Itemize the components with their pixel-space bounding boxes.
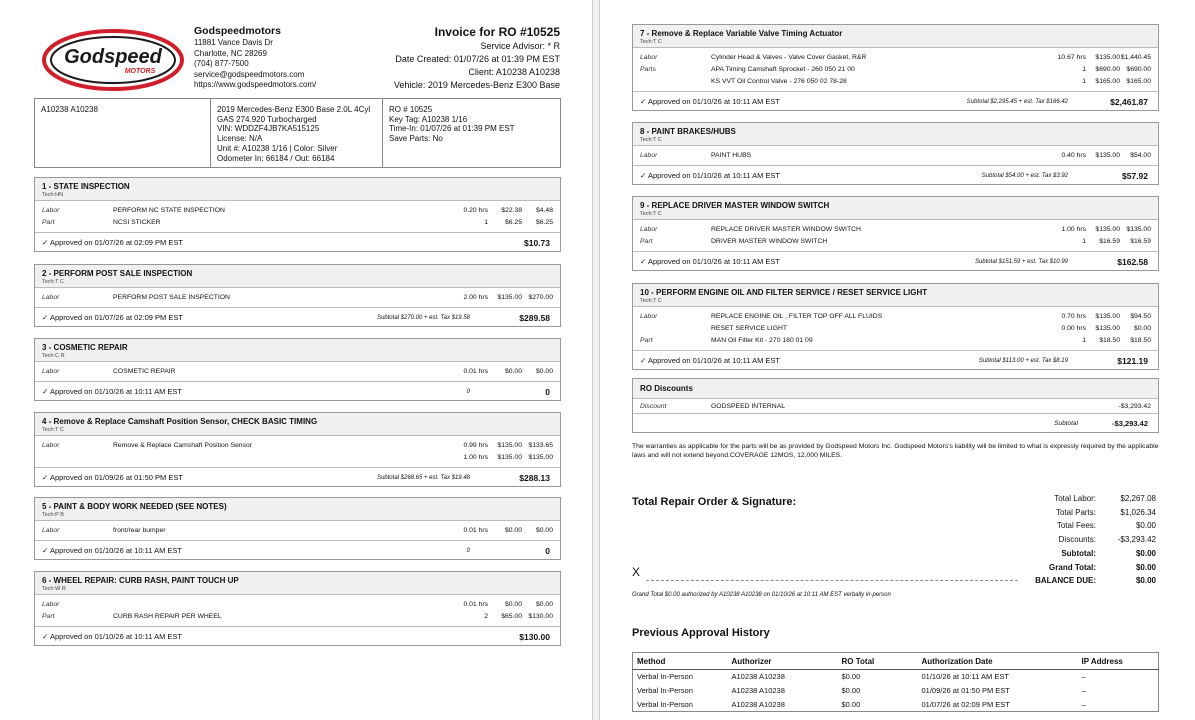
- history-authorizer: A10238 A10238: [731, 686, 785, 695]
- job-header: [35, 265, 560, 288]
- totals-row: [1008, 533, 1156, 547]
- job-approval-row: [35, 467, 560, 487]
- job-total: $10.73: [524, 238, 550, 248]
- job-card: [34, 177, 561, 252]
- job-header: [35, 413, 560, 436]
- line-description: MAN Oil Filter Kit - 270 180 01 09: [711, 337, 813, 344]
- job-line-item: [633, 236, 1158, 247]
- job-card: [34, 497, 561, 560]
- job-total: $121.19: [1117, 356, 1148, 366]
- job-header: [633, 197, 1158, 220]
- line-amount: $1,440.45: [1120, 54, 1151, 61]
- history-title: Previous Approval History: [632, 627, 770, 639]
- line-type: Labor: [42, 442, 60, 449]
- totals-row: [1008, 574, 1156, 588]
- line-amount: $133.65: [528, 442, 553, 449]
- line-quantity: 0.20 hrs: [463, 207, 488, 214]
- approval-status: ✓ Approved on 01/10/26 at 10:11 AM EST: [42, 387, 182, 396]
- job-line-item: [35, 205, 560, 216]
- job-line-item: [633, 76, 1158, 87]
- line-rate: $165.00: [1095, 78, 1120, 85]
- discount-lines: [633, 399, 1158, 414]
- approval-status: ✓ Approved on 01/10/26 at 10:11 AM EST: [640, 257, 780, 266]
- line-quantity: 10.67 hrs: [1057, 54, 1086, 61]
- line-rate: $690.00: [1095, 66, 1120, 73]
- vehicle-line: Odometer In: 66184 / Out: 66184: [217, 153, 335, 163]
- line-quantity: 2: [484, 613, 488, 620]
- history-ro-total: $0.00: [841, 672, 861, 682]
- line-quantity: 0.01 hrs: [463, 601, 488, 608]
- line-rate: $135.00: [1095, 152, 1120, 159]
- job-total: $2,461.87: [1110, 97, 1148, 107]
- job-approval-row: [633, 251, 1158, 271]
- company-logo: [42, 27, 185, 93]
- line-type: Labor: [42, 527, 60, 534]
- warranty-text: The warranties as applicable for the parts will be as provided by Godspeed Motors Inc. Godspeed Motors's liability will be limited to what is expressly required by the applicable laws and will not extend beyond.COVERAGE 12MOS, 12,000 MILES.: [632, 443, 1159, 459]
- discount-subtotal-value: -$3,293.42: [1112, 419, 1148, 428]
- job-card: [34, 412, 561, 487]
- ro-line: Time-In: 01/07/26 at 01:39 PM EST: [389, 124, 515, 134]
- approval-status: ✓ Approved on 01/07/26 at 02:09 PM EST: [42, 313, 183, 322]
- job-line-item: [35, 440, 560, 451]
- job-header: [633, 284, 1158, 307]
- line-quantity: 1.00 hrs: [1061, 226, 1086, 233]
- job-total: $289.58: [519, 313, 550, 323]
- job-line-item: [35, 611, 560, 622]
- company-name: Godspeedmotors: [194, 25, 281, 37]
- vehicle-line: GAS 274.920 Turbocharged: [217, 114, 317, 124]
- history-header-row: [633, 653, 1159, 670]
- line-type: Labor: [640, 54, 658, 61]
- job-tech: Tech:P B: [42, 512, 64, 518]
- ro-line: Save Parts: No: [389, 134, 443, 144]
- line-amount: $6.25: [535, 219, 553, 226]
- line-description: Cylinder Head & Valves - Valve Cover Gasket, R&R: [711, 54, 867, 61]
- line-amount: $0.00: [535, 368, 553, 375]
- grand-total-note: Grand Total $0.00 authorized by A10238 A10238 on 01/10/26 at 10:11 AM EST verbally in-person: [632, 592, 891, 598]
- job-title: 9 - REPLACE DRIVER MASTER WINDOW SWITCH: [640, 201, 830, 210]
- job-subtotal: Subtotal $270.00 + est. Tax $19.58: [376, 315, 470, 321]
- job-line-item: [35, 525, 560, 536]
- line-rate: $6.25: [504, 219, 522, 226]
- approval-status: ✓ Approved on 01/10/26 at 10:11 AM EST: [42, 632, 182, 641]
- line-description: RESET SERVICE LIGHT: [711, 325, 788, 332]
- job-tech: Tech:HN: [42, 192, 64, 198]
- job-card: [632, 196, 1159, 271]
- vehicle-line: VIN: WDDZF4JB7KA515125: [217, 124, 320, 134]
- history-col-auth-date: Authorization Date: [918, 653, 1078, 670]
- line-amount: $165.00: [1126, 78, 1151, 85]
- job-header: [633, 123, 1158, 146]
- line-quantity: 0.01 hrs: [463, 368, 488, 375]
- job-line-item: [35, 366, 560, 377]
- discount-subtotal-label: Subtotal: [1054, 420, 1078, 427]
- totals-value: $0.00: [1135, 521, 1156, 531]
- job-title: 8 - PAINT BRAKES/HUBS: [640, 127, 736, 136]
- job-approval-row: [35, 626, 560, 646]
- line-type: Part: [42, 219, 55, 226]
- line-rate: $135.00: [1095, 325, 1120, 332]
- job-tech: Tech:T C: [640, 137, 662, 143]
- job-line-item: [35, 217, 560, 228]
- vehicle-line: Unit #: A10238 1/16 | Color: Silver: [217, 143, 338, 153]
- job-header: [35, 178, 560, 201]
- line-type: Labor: [42, 294, 60, 301]
- line-type: Labor: [42, 601, 60, 608]
- line-type: Labor: [42, 368, 60, 375]
- job-subtotal: Subtotal $54.00 + est. Tax $3.92: [981, 173, 1068, 179]
- discounts-head: [633, 379, 1158, 399]
- job-approval-row: [35, 307, 560, 327]
- line-amount: $690.00: [1126, 66, 1151, 73]
- company-info: [194, 25, 316, 91]
- job-total: 0: [545, 546, 550, 556]
- line-description: front/rear bumper: [113, 527, 166, 534]
- line-type: Part: [640, 238, 653, 245]
- line-amount: $94.50: [1130, 313, 1151, 320]
- job-title: 3 - COSMETIC REPAIR: [42, 343, 128, 352]
- totals-row: [1008, 547, 1156, 561]
- job-line-item: [633, 52, 1158, 63]
- vehicle: Vehicle: 2019 Mercedes-Benz E300 Base: [393, 80, 560, 90]
- job-lines: [35, 288, 560, 307]
- company-address2: Charlotte, NC 28269: [194, 48, 267, 58]
- line-description: REPLACE ENGINE OIL , FILTER TOP OFF ALL FLUIDS: [711, 313, 883, 320]
- approval-status: ✓ Approved on 01/09/26 at 01:50 PM EST: [42, 473, 183, 482]
- line-description: COSMETIC REPAIR: [113, 368, 176, 375]
- job-lines: [35, 362, 560, 381]
- history-authorizer: A10238 A10238: [731, 672, 785, 682]
- totals-value: $0.00: [1135, 562, 1156, 572]
- line-type: Part: [640, 337, 653, 344]
- signature-x: X: [632, 565, 641, 579]
- job-total: $57.92: [1122, 171, 1148, 181]
- ro-discounts: [632, 378, 1159, 433]
- job-lines: [35, 521, 560, 540]
- line-description: PAINT HUBS: [711, 152, 752, 159]
- line-type: Labor: [640, 152, 658, 159]
- history-col-ip: IP Address: [1078, 653, 1159, 670]
- totals-block: [1008, 492, 1156, 588]
- totals-value: $0.00: [1135, 576, 1156, 586]
- line-description: KS VVT Oil Control Valve - 276 050 02 78-28: [711, 78, 847, 85]
- line-description: NCSI STICKER: [113, 219, 161, 226]
- job-line-item: [633, 323, 1158, 334]
- line-description: APA Timing Camshaft Sprocket - 260 050 21 00: [711, 66, 855, 73]
- line-rate: $22.38: [501, 207, 522, 214]
- discount-desc: GODSPEED INTERNAL: [711, 403, 786, 410]
- line-amount: $270.00: [528, 294, 553, 301]
- history-row: [633, 698, 1159, 712]
- job-line-item: [633, 311, 1158, 322]
- job-card: [34, 571, 561, 646]
- line-type: Parts: [640, 66, 656, 73]
- logo-sub: MOTORS: [124, 68, 156, 75]
- line-amount: $0.00: [1133, 325, 1151, 332]
- line-rate: $135.00: [1095, 226, 1120, 233]
- line-amount: $16.59: [1130, 238, 1151, 245]
- job-subtotal: Subtotal $268.65 + est. Tax $19.48: [376, 475, 470, 481]
- job-title: 2 - PERFORM POST SALE INSPECTION: [42, 269, 193, 278]
- job-line-item: [633, 335, 1158, 346]
- line-amount: $4.48: [535, 207, 553, 214]
- line-type: Labor: [42, 207, 60, 214]
- line-rate: $135.00: [497, 454, 522, 461]
- line-rate: $0.00: [504, 601, 522, 608]
- line-quantity: 1: [1082, 78, 1086, 85]
- totals-label: Total Fees:: [1056, 521, 1096, 531]
- line-rate: $65.00: [501, 613, 522, 620]
- discounts-title: RO Discounts: [640, 384, 693, 393]
- line-quantity: 2.00 hrs: [463, 294, 488, 301]
- company-address1: 11881 Vance Davis Dr: [194, 38, 273, 47]
- job-header: [633, 25, 1158, 48]
- vehicle-line: License: N/A: [217, 134, 263, 144]
- line-rate: $135.00: [1095, 54, 1120, 61]
- vehicle-col: [211, 99, 383, 167]
- line-type: Labor: [640, 226, 658, 233]
- job-title: 10 - PERFORM ENGINE OIL AND FILTER SERVICE / RESET SERVICE LIGHT: [640, 288, 928, 297]
- job-header: [35, 572, 560, 595]
- job-approval-row: [35, 381, 560, 401]
- signature-title: Total Repair Order & Signature:: [632, 496, 797, 508]
- line-description: PERFORM NC STATE INSPECTION: [113, 207, 225, 214]
- line-rate: $0.00: [504, 527, 522, 534]
- job-title: 1 - STATE INSPECTION: [42, 182, 130, 191]
- approval-status: ✓ Approved on 01/10/26 at 10:11 AM EST: [640, 356, 780, 365]
- line-amount: $135.00: [1126, 226, 1151, 233]
- approval-status: ✓ Approved on 01/07/26 at 02:09 PM EST: [42, 238, 183, 247]
- invoice-page-right: [599, 0, 1195, 720]
- totals-label: Discounts:: [1058, 535, 1096, 545]
- job-line-item: [35, 452, 560, 463]
- line-description: Remove & Replace Camshaft Position Sensor: [113, 442, 253, 449]
- company-phone[interactable]: (704) 877-7500: [194, 59, 249, 68]
- line-quantity: 0.40 hrs: [1061, 152, 1086, 159]
- job-line-item: [633, 150, 1158, 161]
- line-quantity: 0.99 hrs: [463, 442, 488, 449]
- history-ro-total: $0.00: [841, 686, 861, 695]
- line-description: DRIVER MASTER WINDOW SWITCH: [711, 238, 828, 245]
- job-lines: [35, 595, 560, 626]
- line-quantity: 1: [1082, 238, 1086, 245]
- totals-value: $2,267.08: [1120, 494, 1156, 503]
- approval-status: ✓ Approved on 01/10/26 at 10:11 AM EST: [640, 97, 780, 106]
- totals-label: Subtotal:: [1061, 548, 1096, 558]
- job-total: $162.58: [1117, 257, 1148, 267]
- line-quantity: 1: [1082, 337, 1086, 344]
- history-ip: –: [1081, 699, 1086, 709]
- invoice-title: Invoice for RO #10525: [434, 25, 560, 39]
- totals-label: Total Labor:: [1054, 494, 1096, 503]
- line-quantity: 1.00 hrs: [463, 454, 488, 461]
- line-amount: $135.00: [528, 454, 553, 461]
- job-card: [34, 338, 561, 401]
- history-method: Verbal In-Person: [637, 672, 693, 682]
- line-description: CURB RASH REPAIR PER WHEEL: [113, 613, 222, 620]
- company-website[interactable]: https://www.godspeedmotors.com/: [194, 80, 317, 89]
- line-quantity: 1: [1082, 66, 1086, 73]
- line-quantity: 0.70 hrs: [1061, 313, 1086, 320]
- totals-value: $0.00: [1135, 548, 1156, 558]
- discount-type: Discount: [640, 403, 667, 410]
- history-col-method: Method: [633, 653, 728, 670]
- date-created: Date Created: 01/07/26 at 01:39 PM EST: [395, 54, 560, 64]
- line-rate: $18.50: [1099, 337, 1120, 344]
- line-rate: $0.00: [504, 368, 522, 375]
- job-header: [35, 498, 560, 521]
- job-lines: [35, 436, 560, 467]
- history-ip: –: [1081, 672, 1086, 682]
- history-ip: –: [1081, 686, 1086, 695]
- job-card: [632, 24, 1159, 111]
- job-tech: Tech:T C: [640, 39, 662, 45]
- line-description: REPLACE DRIVER MASTER WINDOW SWITCH: [711, 226, 861, 233]
- totals-label: Grand Total:: [1049, 562, 1096, 572]
- job-title: 4 - Remove & Replace Camshaft Position Sensor, CHECK BASIC TIMING: [42, 417, 318, 426]
- job-header: [35, 339, 560, 362]
- line-quantity: 0.00 hrs: [1061, 325, 1086, 332]
- job-approval-row: [633, 91, 1158, 111]
- client: Client: A10238 A10238: [468, 67, 560, 77]
- history-ro-total: $0.00: [841, 699, 861, 709]
- job-line-item: [35, 599, 560, 610]
- invoice-header: [394, 25, 560, 92]
- history-auth-date: 01/10/26 at 10:11 AM EST: [921, 672, 1009, 682]
- job-card: [632, 122, 1159, 185]
- job-subtotal: 0: [466, 548, 470, 554]
- logo-text: Godspeed: [64, 46, 162, 68]
- line-type: Part: [42, 613, 55, 620]
- job-title: 5 - PAINT & BODY WORK NEEDED (SEE NOTES): [42, 502, 227, 511]
- job-approval-row: [35, 540, 560, 560]
- line-rate: $16.59: [1099, 238, 1120, 245]
- job-subtotal: Subtotal $113.00 + est. Tax $8.19: [978, 358, 1068, 364]
- history-auth-date: 01/07/26 at 02:09 PM EST: [921, 699, 1010, 709]
- customer-col: [35, 99, 211, 167]
- job-tech: Tech:C R: [42, 353, 65, 359]
- job-approval-row: [35, 232, 560, 252]
- totals-value: -$3,293.42: [1117, 535, 1156, 545]
- line-rate: $135.00: [1095, 313, 1120, 320]
- totals-value: $1,026.34: [1120, 507, 1156, 517]
- job-card: [632, 283, 1159, 370]
- line-type: Labor: [640, 313, 658, 320]
- job-approval-row: [633, 350, 1158, 370]
- line-amount: $0.00: [535, 527, 553, 534]
- line-amount: $130.00: [528, 613, 553, 620]
- approval-history-table: [632, 652, 1159, 712]
- history-authorizer: A10238 A10238: [731, 699, 785, 709]
- job-card: [34, 264, 561, 327]
- history-row: [633, 684, 1159, 698]
- job-total: $130.00: [519, 632, 550, 642]
- approval-status: ✓ Approved on 01/10/26 at 10:11 AM EST: [640, 171, 780, 180]
- totals-label: Total Parts:: [1055, 507, 1096, 517]
- job-lines: [633, 307, 1158, 350]
- totals-label: BALANCE DUE:: [1035, 576, 1096, 586]
- job-lines: [633, 146, 1158, 165]
- discount-amount: -$3,293.42: [1118, 403, 1151, 410]
- approval-status: ✓ Approved on 01/10/26 at 10:11 AM EST: [42, 546, 182, 555]
- history-col-authorizer: Authorizer: [728, 653, 838, 670]
- job-title: 6 - WHEEL REPAIR: CURB RASH, PAINT TOUCH UP: [42, 576, 239, 585]
- line-amount: $18.50: [1130, 337, 1151, 344]
- totals-row: [1008, 506, 1156, 520]
- service-advisor: Service Advisor: * R: [480, 41, 560, 51]
- job-lines: [35, 201, 560, 232]
- customer-name: A10238 A10238: [41, 105, 98, 114]
- job-line-item: [35, 292, 560, 303]
- discount-line: [633, 401, 1158, 412]
- job-subtotal: 0: [466, 389, 470, 395]
- job-lines: [633, 48, 1158, 91]
- totals-row: [1008, 519, 1156, 533]
- job-tech: Tech:T C: [640, 211, 662, 217]
- job-tech: Tech:T C: [42, 427, 64, 433]
- line-quantity: 1: [484, 219, 488, 226]
- discount-subtotal-row: [633, 413, 1158, 432]
- invoice-page-left: [0, 0, 593, 720]
- job-total: 0: [545, 387, 550, 397]
- job-tech: Tech:T C: [640, 298, 662, 304]
- totals-row: [1008, 492, 1156, 506]
- job-tech: Tech:T C: [42, 279, 64, 285]
- history-auth-date: 01/09/26 at 01:50 PM EST: [921, 686, 1010, 695]
- job-line-item: [633, 224, 1158, 235]
- ro-line: RO # 10525: [389, 105, 433, 114]
- ro-col: [383, 99, 560, 167]
- line-description: PERFORM POST SALE INSPECTION: [113, 294, 230, 301]
- ro-info-box: [34, 98, 561, 168]
- ro-line: Key Tag: A10238 1/16: [389, 114, 468, 124]
- signature-line[interactable]: [646, 580, 1018, 581]
- company-email[interactable]: service@godspeedmotors.com: [194, 69, 305, 79]
- job-subtotal: Subtotal $151.59 + est. Tax $10.99: [974, 259, 1068, 265]
- totals-row: [1008, 561, 1156, 575]
- line-amount: $0.00: [535, 601, 553, 608]
- vehicle-line: 2019 Mercedes-Benz E300 Base 2.0L 4Cyl: [217, 105, 371, 114]
- history-method: Verbal In-Person: [637, 686, 693, 695]
- history-row: [633, 670, 1159, 684]
- job-tech: Tech:W R: [42, 586, 66, 592]
- line-rate: $135.00: [497, 442, 522, 449]
- job-title: 7 - Remove & Replace Variable Valve Timing Actuator: [640, 29, 843, 38]
- line-amount: $54.00: [1130, 152, 1151, 159]
- line-rate: $135.00: [497, 294, 522, 301]
- history-col-ro-total: RO Total: [838, 653, 918, 670]
- job-line-item: [633, 64, 1158, 75]
- line-quantity: 0.01 hrs: [463, 527, 488, 534]
- job-subtotal: Subtotal $2,295.45 + est. Tax $166.42: [966, 99, 1068, 105]
- history-method: Verbal In-Person: [637, 699, 693, 709]
- job-total: $288.13: [519, 473, 550, 483]
- job-lines: [633, 220, 1158, 251]
- job-approval-row: [633, 165, 1158, 185]
